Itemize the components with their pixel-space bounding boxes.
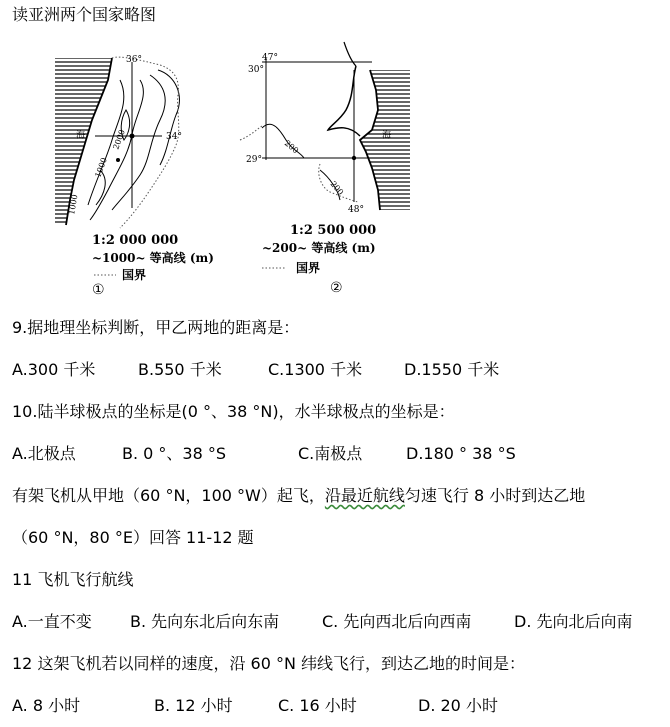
map1-point (130, 134, 135, 139)
map2-point (352, 156, 356, 160)
q12-option-a[interactable]: A. 8 小时 (12, 696, 81, 715)
map2-legend-border: 国界 (296, 261, 321, 275)
flight-text-b: 沿最近航线 (324, 486, 405, 505)
q12-option-c[interactable]: C. 16 小时 (278, 696, 357, 715)
q9-stem: 9.据地理坐标判断，甲乙两地的距离是： (12, 318, 300, 337)
map2-lon-top-label: 47° (262, 53, 278, 63)
flight-text-c: 匀速飞行 8 小时到达乙地 (404, 486, 586, 505)
q9-option-d[interactable]: D.1550 千米 (404, 360, 500, 379)
map1-legend-contour: ~1000~ 等高线 (m) (92, 251, 214, 265)
q10-option-d[interactable]: D.180 ° 38 °S (406, 444, 516, 463)
map2-number: ② (330, 280, 343, 296)
map1-point (116, 158, 120, 162)
map1-contour-label: 2000 (111, 128, 127, 151)
q12-option-d[interactable]: D. 20 小时 (418, 696, 498, 715)
flight-context-line-2: （60 °N，80 °E）回答 11-12 题 (12, 528, 254, 547)
map1-sea-label: 海 (76, 131, 86, 141)
map2-sea-label: 海 (382, 131, 392, 141)
q11-option-d[interactable]: D. 先向北后向南 (514, 612, 633, 631)
map1-contour-label: 1000 (67, 193, 80, 216)
q10-option-b[interactable]: B. 0 °、38 °S (122, 444, 227, 463)
map1-lat-right-label: 34° (166, 132, 182, 142)
maps-figure (0, 40, 670, 302)
q12-option-b[interactable]: B. 12 小时 (154, 696, 233, 715)
map2-contour-label: 200 (282, 138, 301, 156)
q10-option-c[interactable]: C.南极点 (298, 444, 363, 463)
q11-stem: 11 飞机飞行航线 (12, 570, 134, 589)
map2-border (240, 126, 262, 140)
q11-option-b[interactable]: B. 先向东北后向东南 (130, 612, 280, 631)
q11-option-a[interactable]: A.一直不变 (12, 612, 92, 631)
q9-option-a[interactable]: A.300 千米 (12, 360, 96, 379)
map2-contour-label: 200 (328, 179, 346, 197)
map-1 (55, 55, 214, 298)
q9-option-c[interactable]: C.1300 千米 (268, 360, 363, 379)
map1-lat-top-label: 36° (126, 55, 142, 65)
q11-option-c[interactable]: C. 先向西北后向西南 (322, 612, 472, 631)
map2-river (328, 66, 360, 136)
intro-text: 读亚洲两个国家略图 (12, 5, 157, 24)
flight-text-a: 有架飞机从甲地（60 °N，100 °W）起飞， (12, 486, 325, 505)
map-2 (240, 42, 410, 296)
map2-legend-contour: ~200~ 等高线 (m) (262, 241, 376, 255)
q10-option-a[interactable]: A.北极点 (12, 444, 76, 463)
q10-stem: 10.陆半球极点的坐标是(0 °、38 °N)，水半球极点的坐标是： (12, 402, 455, 421)
map1-sea (55, 58, 112, 225)
map2-contour (262, 124, 304, 158)
map2-scale: 1:2 500 000 (290, 223, 377, 238)
map2-lon-bottom-label: 48° (348, 205, 364, 215)
map1-contour-label: 1000 (93, 156, 109, 179)
flight-context-line-1 (12, 486, 585, 506)
map1-legend-border: 国界 (122, 268, 147, 282)
q9-option-b[interactable]: B.550 千米 (138, 360, 222, 379)
q12-stem: 12 这架飞机若以同样的速度，沿 60 °N 纬线飞行，到达乙地的时间是： (12, 654, 526, 673)
map1-number: ① (92, 282, 105, 298)
map1-scale: 1:2 000 000 (92, 233, 179, 248)
map2-lat-top-label: 30° (248, 65, 264, 75)
map2-lat-bottom-label: 29° (246, 155, 262, 165)
